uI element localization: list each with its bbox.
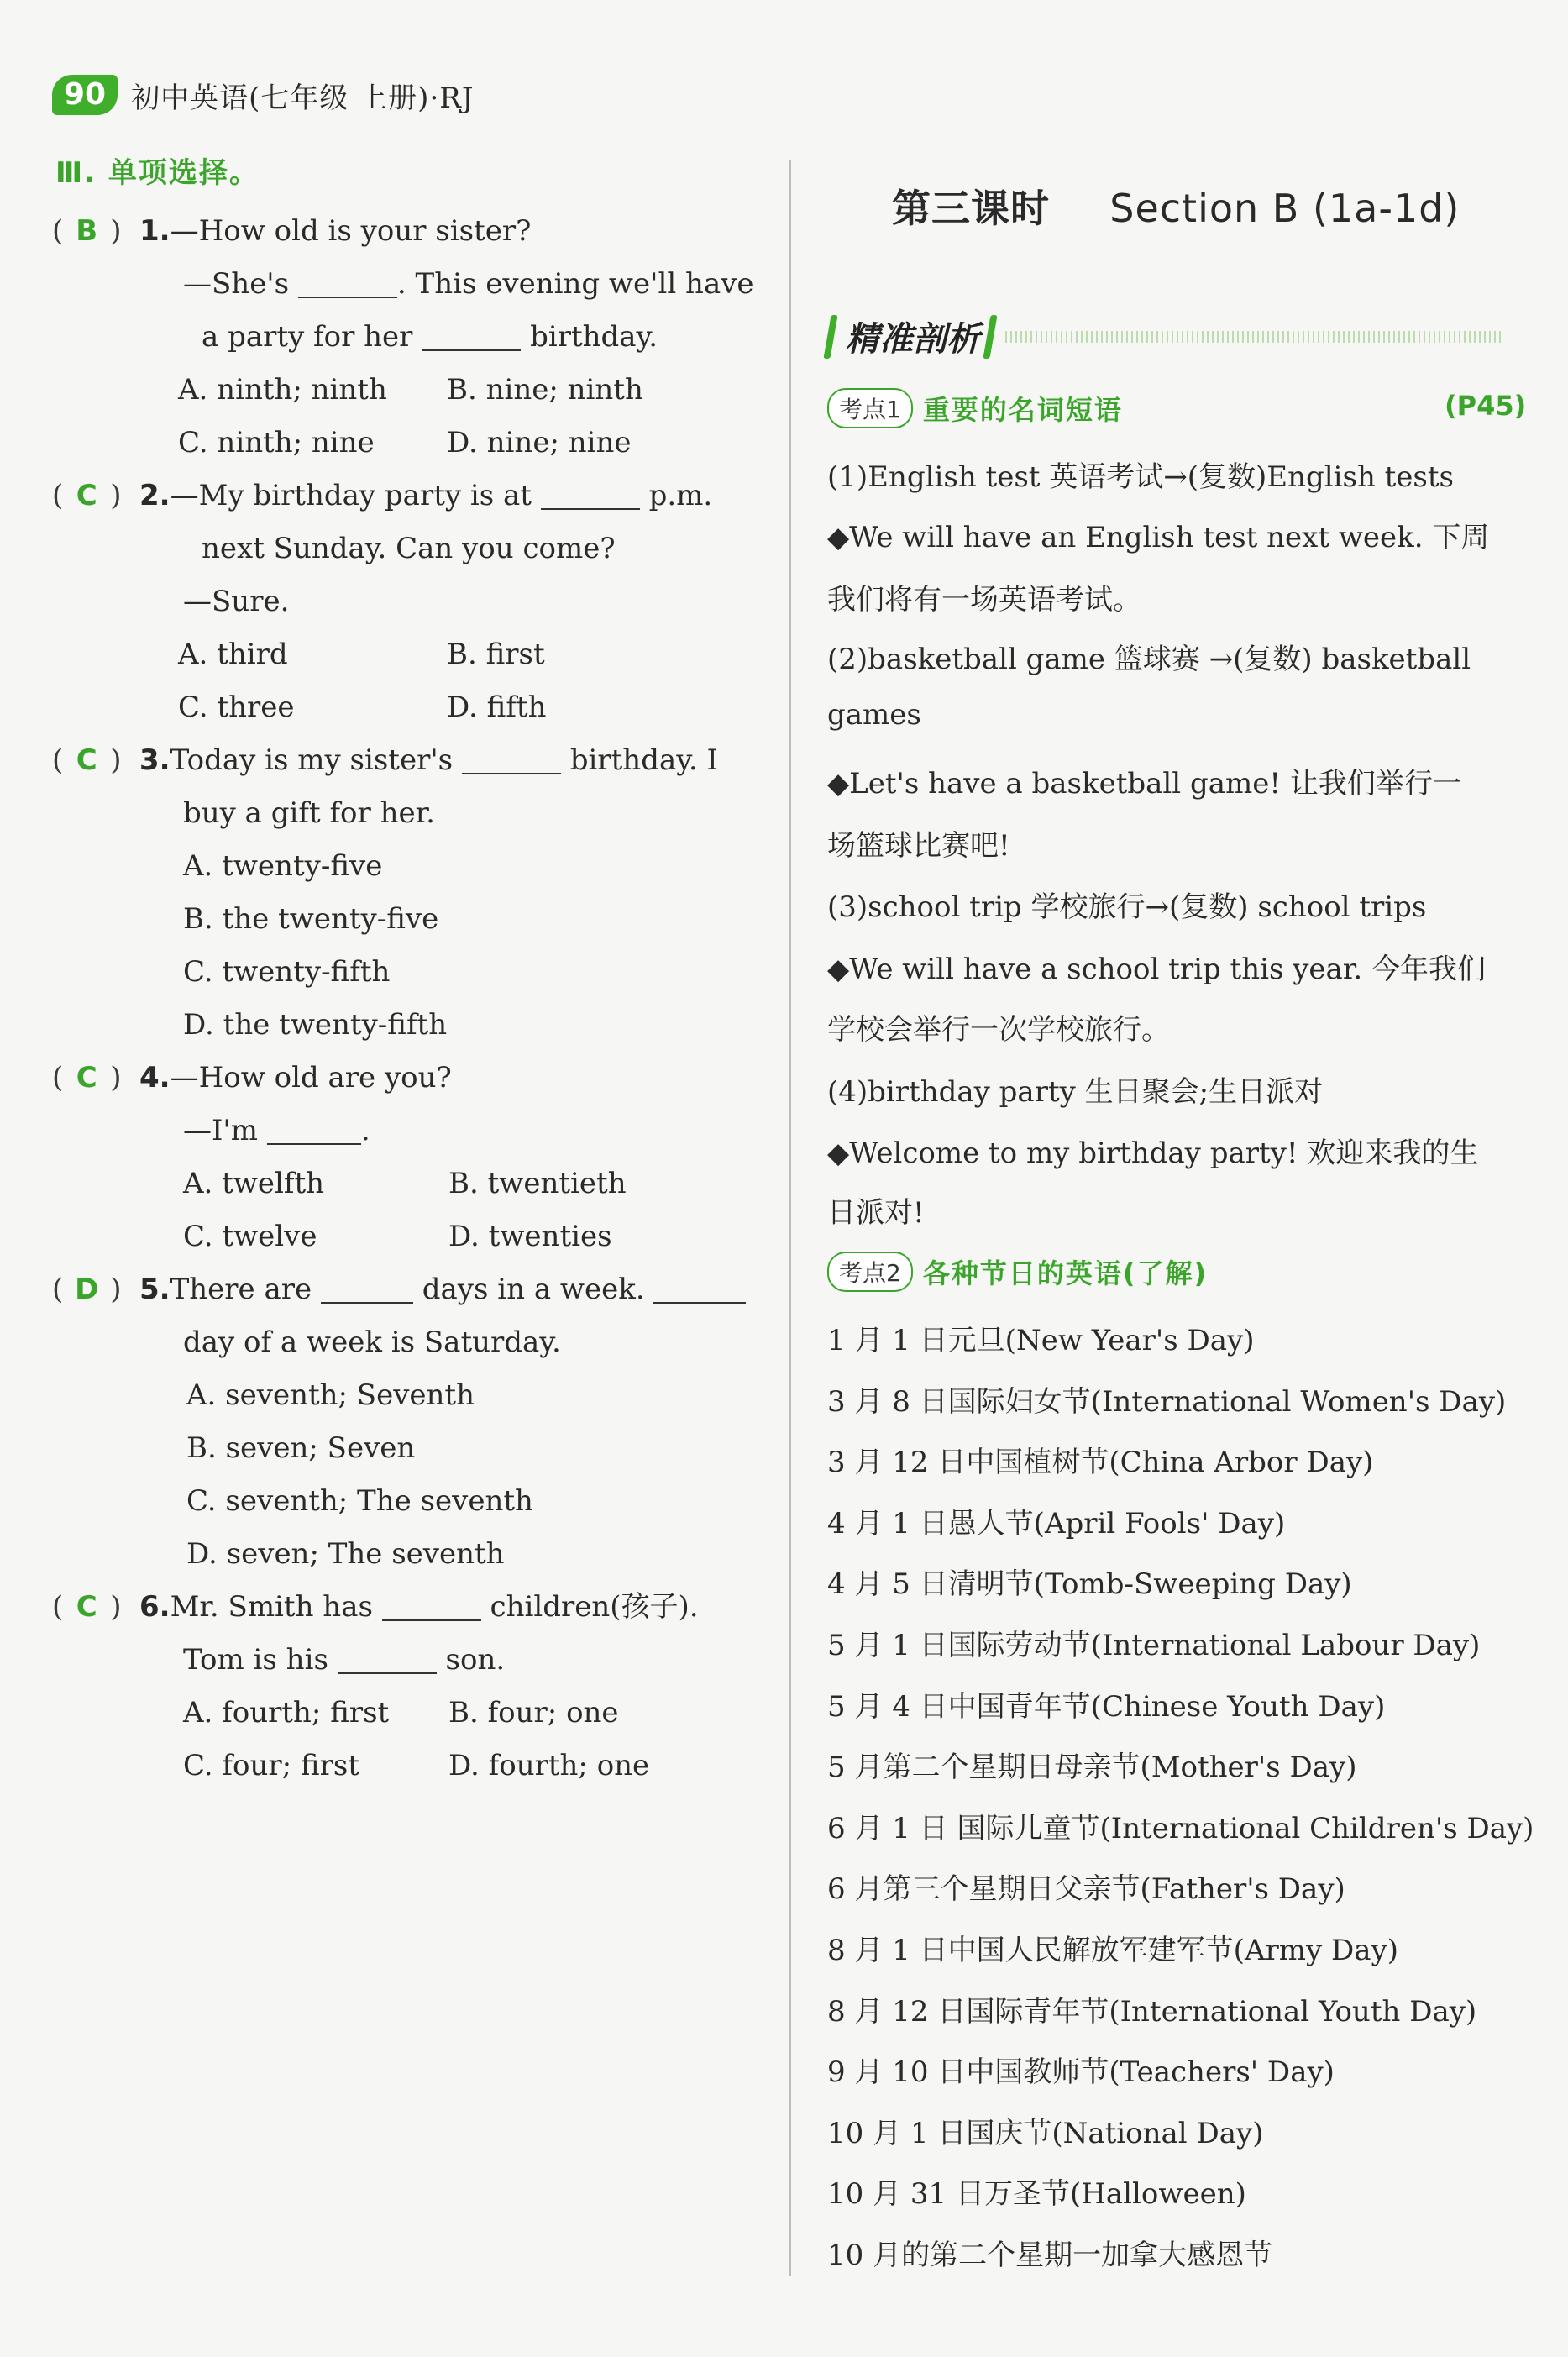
holiday-item: 5 月 1 日国际劳动节(International Labour Day) [827,1629,1481,1662]
blank [267,1110,361,1145]
blank [653,1268,746,1304]
question-number: 3. [139,743,170,777]
question-5 [52,1263,766,1581]
answer-letter: C [76,1590,97,1624]
option: B. seven; Seven [186,1431,416,1465]
key-point-title: 各种节日的英语(了解) [922,1257,1209,1289]
key-point-line: ◆We will have an English test next week. 下周 [827,521,1490,554]
key-point-line: ◆We will have a school trip this year. 今年我们 [827,953,1486,986]
key-point-line: 场篮球比赛吧! [827,829,1010,863]
option: A. seventh; Seventh [186,1378,475,1412]
holiday-item: 10 月 31 日万圣节(Halloween) [827,2177,1246,2212]
answer-box: ( C ) [52,1052,139,1105]
option: C. four; first [183,1749,359,1782]
question-text: birthday. [530,320,658,354]
question-text: —How old is your sister? [170,214,532,248]
question-text: Mr. Smith has [170,1590,373,1624]
key-point-badge: 考点2 [827,1252,913,1292]
question-number: 4. [139,1061,170,1095]
section-heading: Ⅲ. 单项选择。 [55,156,260,190]
holiday-item: 4 月 5 日清明节(Tomb-Sweeping Day) [827,1567,1352,1602]
question-text: Tom is his [183,1643,328,1677]
question-number: 6. [139,1590,170,1624]
blank [422,316,521,351]
key-point-line: (4)birthday party 生日聚会;生日派对 [827,1075,1324,1109]
book-title: 初中英语(七年级 上册)·RJ [131,81,475,115]
analysis-label: 精准剖析 [846,320,980,359]
option: C. three [178,690,295,724]
lesson-title [892,178,1460,234]
page-header [52,74,474,116]
question-text: There are [170,1273,312,1306]
blank [462,739,561,774]
question-number: 5. [139,1273,170,1306]
analysis-banner [827,312,1501,360]
option: D. the twenty-fifth [183,1008,448,1042]
option: B. first [447,638,545,671]
option: C. twelve [183,1220,317,1253]
question-text: . This evening we'll have [396,267,754,301]
question-6 [52,1581,766,1793]
question-text: children(孩子). [490,1590,699,1624]
question-text: —My birthday party is at [170,479,532,512]
answer-letter: D [75,1273,99,1306]
option: D. twenties [448,1220,612,1253]
option: A. twenty-five [183,849,383,883]
holiday-item: 6 月第三个星期日父亲节(Father's Day) [827,1872,1345,1907]
question-text: Today is my sister's [170,743,454,777]
option: D. fourth; one [448,1749,650,1782]
question-text: buy a gift for her. [183,796,435,830]
answer-letter: C [76,479,97,512]
key-point-line: 日派对! [827,1196,925,1230]
question-3 [52,734,766,1052]
question-2 [52,470,766,734]
banner-dotted-rule [1005,331,1501,343]
lesson-title-en: Section B (1a-1d) [1109,186,1460,231]
option: C. twenty-fifth [183,955,391,989]
question-text: a party for her [202,320,413,354]
holiday-item: 10 月的第二个星期一加拿大感恩节 [827,2239,1273,2272]
holiday-item: 6 月 1 日 国际儿童节(International Children's Day) [827,1811,1534,1845]
question-text: —How old are you? [170,1061,452,1095]
key-point-line: (2)basketball game 篮球赛 →(复数) basketball [827,643,1471,676]
blank [321,1268,413,1304]
option: B. nine; ninth [447,373,643,407]
question-1 [52,205,766,470]
option: B. the twenty-five [183,902,439,936]
holiday-item: 9 月 10 日中国教师节(Teachers' Day) [827,2055,1335,2090]
holiday-item: 5 月 4 日中国青年节(Chinese Youth Day) [827,1689,1386,1724]
holiday-item: 10 月 1 日国庆节(National Day) [827,2116,1264,2150]
key-point-line: 我们将有一场英语考试。 [827,583,1141,617]
question-4 [52,1052,766,1263]
question-text: son. [445,1643,506,1677]
answer-letter: C [76,1061,97,1095]
holiday-item: 3 月 12 日中国植树节(China Arbor Day) [827,1446,1374,1480]
answer-letter: B [76,214,98,248]
blank [382,1586,481,1621]
key-point-badge: 考点1 [827,388,913,428]
key-point-line: (3)school trip 学校旅行→(复数) school trips [827,890,1427,924]
question-number: 1. [139,214,170,248]
question-text: birthday. I [569,743,718,777]
page-reference: (P45) [1445,390,1527,422]
answer-box: ( C ) [52,1581,139,1634]
holiday-item: 5 月第二个星期日母亲节(Mother's Day) [827,1751,1357,1785]
page-number-badge: 90 [52,75,118,115]
option: A. fourth; first [183,1696,390,1730]
question-number: 2. [139,479,170,512]
key-point-line: ◆Let's have a basketball game! 让我们举行一 [827,767,1461,801]
lesson-title-cn: 第三课时 [892,186,1050,231]
blank [338,1639,437,1674]
question-text: day of a week is Saturday. [183,1325,561,1359]
question-text: next Sunday. Can you come? [202,532,616,565]
answer-box: ( B ) [52,205,139,258]
option: C. seventh; The seventh [186,1484,533,1518]
column-divider [789,160,791,2276]
key-point-1-heading [827,388,1123,428]
question-text: . [360,1114,370,1147]
blank [298,263,397,298]
answer-box: ( C ) [52,470,139,522]
question-text: —I'm [183,1114,259,1147]
holiday-item: 8 月 1 日中国人民解放军建军节(Army Day) [827,1934,1399,1967]
key-point-2-heading [827,1252,1208,1292]
answer-box: ( C ) [52,734,139,787]
key-point-line: 学校会举行一次学校旅行。 [827,1013,1170,1047]
option: B. four; one [448,1696,619,1730]
option: A. ninth; ninth [178,373,387,407]
option: A. twelfth [183,1167,325,1200]
key-point-title: 重要的名词短语 [922,394,1123,426]
option: D. nine; nine [447,426,632,459]
option: D. seven; The seventh [186,1537,505,1571]
key-point-line: ◆Welcome to my birthday party! 欢迎来我的生 [827,1137,1479,1170]
option: A. third [178,638,288,671]
holiday-item: 3 月 8 日国际妇女节(International Women's Day) [827,1384,1507,1419]
holiday-item: 4 月 1 日愚人节(April Fools' Day) [827,1506,1286,1541]
question-text: —Sure. [183,585,290,618]
question-text: —She's [183,267,290,301]
key-point-line: (1)English test 英语考试→(复数)English tests [827,460,1454,494]
key-point-line: games [827,698,921,732]
blank [541,475,640,510]
option: D. fifth [447,690,547,724]
answer-box: ( D ) [52,1263,139,1316]
holiday-item: 8 月 12 日国际青年节(International Youth Day) [827,1994,1477,2029]
question-text: days in a week. [422,1273,645,1306]
option: B. twentieth [448,1167,627,1200]
option: C. ninth; nine [178,426,375,459]
holiday-item: 1 月 1 日元旦(New Year's Day) [827,1324,1255,1357]
answer-letter: C [76,743,97,777]
question-text: p.m. [648,479,713,512]
